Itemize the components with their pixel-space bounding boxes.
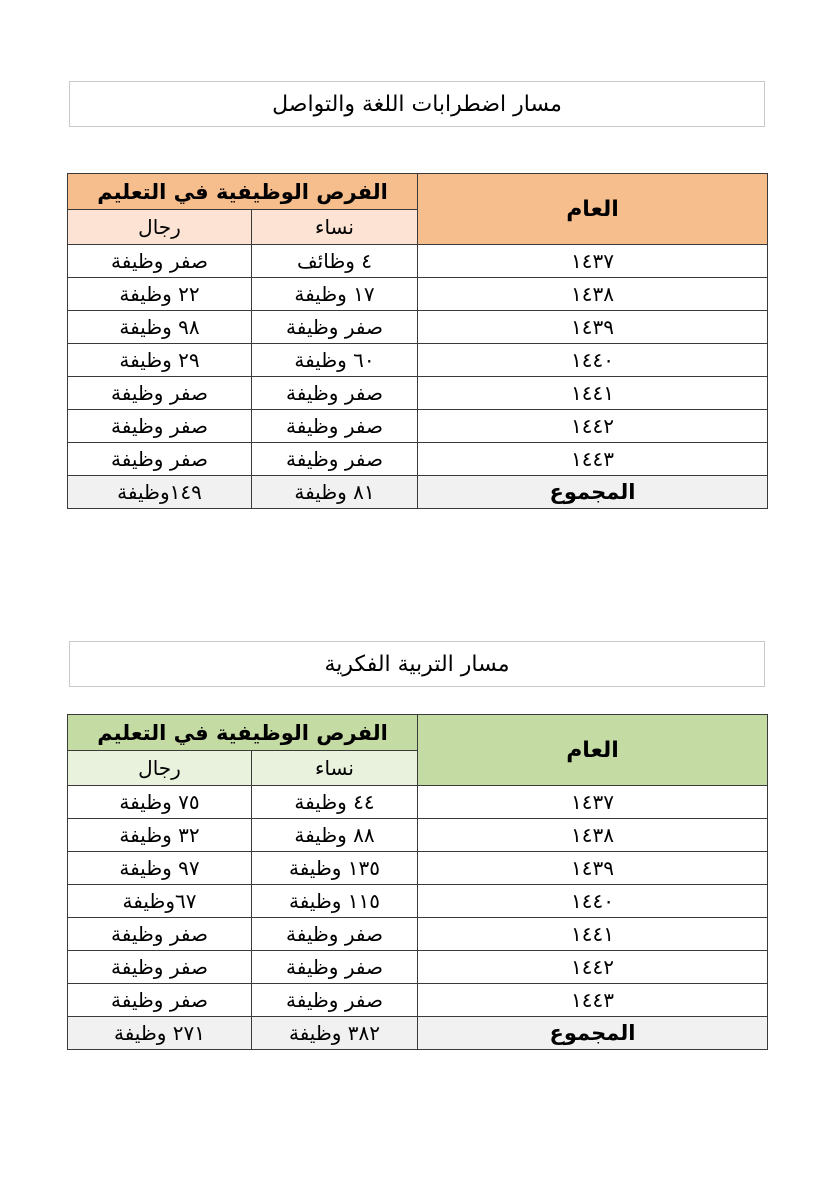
- cell-men: ٢٢ وظيفة: [68, 278, 252, 311]
- cell-women: ١١٥ وظيفة: [252, 885, 418, 918]
- cell-men: ٩٧ وظيفة: [68, 852, 252, 885]
- cell-men: صفر وظيفة: [68, 951, 252, 984]
- table-total-row: [68, 1017, 768, 1050]
- header-year: العام: [418, 174, 768, 245]
- table-row: [68, 819, 768, 852]
- table-header-row: [68, 715, 768, 751]
- cell-year: ١٤٤٢: [418, 410, 768, 443]
- cell-women: ٨٨ وظيفة: [252, 819, 418, 852]
- cell-year: ١٤٣٧: [418, 786, 768, 819]
- table-row: [68, 377, 768, 410]
- cell-men: ٢٩ وظيفة: [68, 344, 252, 377]
- cell-women: صفر وظيفة: [252, 410, 418, 443]
- header-women: نساء: [252, 751, 418, 786]
- cell-total-women: ٨١ وظيفة: [252, 476, 418, 509]
- cell-women: ٤٤ وظيفة: [252, 786, 418, 819]
- table-row: [68, 885, 768, 918]
- cell-men: ٦٧وظيفة: [68, 885, 252, 918]
- table-row: [68, 918, 768, 951]
- cell-women: صفر وظيفة: [252, 951, 418, 984]
- header-year: العام: [418, 715, 768, 786]
- cell-women: صفر وظيفة: [252, 443, 418, 476]
- cell-total-men: ١٤٩وظيفة: [68, 476, 252, 509]
- cell-men: صفر وظيفة: [68, 245, 252, 278]
- cell-men: صفر وظيفة: [68, 377, 252, 410]
- cell-year: ١٤٤٢: [418, 951, 768, 984]
- cell-year: ١٤٣٨: [418, 819, 768, 852]
- cell-women: ١٧ وظيفة: [252, 278, 418, 311]
- cell-year: ١٤٤٣: [418, 443, 768, 476]
- cell-year: ١٤٤٠: [418, 344, 768, 377]
- cell-men: ٩٨ وظيفة: [68, 311, 252, 344]
- cell-men: ٧٥ وظيفة: [68, 786, 252, 819]
- cell-total-men: ٢٧١ وظيفة: [68, 1017, 252, 1050]
- table-row: [68, 443, 768, 476]
- cell-women: صفر وظيفة: [252, 377, 418, 410]
- header-women: نساء: [252, 210, 418, 245]
- cell-men: صفر وظيفة: [68, 984, 252, 1017]
- jobs-table-language-disorders: [67, 173, 768, 509]
- table-row: [68, 410, 768, 443]
- header-men: رجال: [68, 210, 252, 245]
- cell-men: ٣٢ وظيفة: [68, 819, 252, 852]
- header-men: رجال: [68, 751, 252, 786]
- cell-year: ١٤٤٠: [418, 885, 768, 918]
- table-row: [68, 245, 768, 278]
- cell-year: ١٤٤٣: [418, 984, 768, 1017]
- cell-year: ١٤٣٩: [418, 311, 768, 344]
- cell-women: ٦٠ وظيفة: [252, 344, 418, 377]
- section-title-intellectual-education: مسار التربية الفكرية: [69, 641, 765, 687]
- cell-year: ١٤٣٨: [418, 278, 768, 311]
- table-row: [68, 852, 768, 885]
- cell-men: صفر وظيفة: [68, 410, 252, 443]
- cell-year: ١٤٣٩: [418, 852, 768, 885]
- table-row: [68, 278, 768, 311]
- cell-total-label: المجموع: [418, 476, 768, 509]
- cell-year: ١٤٣٧: [418, 245, 768, 278]
- cell-women: صفر وظيفة: [252, 311, 418, 344]
- cell-women: صفر وظيفة: [252, 984, 418, 1017]
- cell-men: صفر وظيفة: [68, 443, 252, 476]
- table-total-row: [68, 476, 768, 509]
- cell-men: صفر وظيفة: [68, 918, 252, 951]
- cell-total-label: المجموع: [418, 1017, 768, 1050]
- table-row: [68, 786, 768, 819]
- table-row: [68, 951, 768, 984]
- jobs-table-intellectual-education: [67, 714, 768, 1050]
- section-title-language-disorders: مسار اضطرابات اللغة والتواصل: [69, 81, 765, 127]
- table-row: [68, 344, 768, 377]
- table-row: [68, 311, 768, 344]
- cell-year: ١٤٤١: [418, 377, 768, 410]
- table-row: [68, 984, 768, 1017]
- header-job-opportunities: الفرص الوظيفية في التعليم: [68, 174, 418, 210]
- cell-women: ١٣٥ وظيفة: [252, 852, 418, 885]
- cell-women: صفر وظيفة: [252, 918, 418, 951]
- header-job-opportunities: الفرص الوظيفية في التعليم: [68, 715, 418, 751]
- cell-year: ١٤٤١: [418, 918, 768, 951]
- cell-total-women: ٣٨٢ وظيفة: [252, 1017, 418, 1050]
- cell-women: ٤ وظائف: [252, 245, 418, 278]
- table-header-row: [68, 174, 768, 210]
